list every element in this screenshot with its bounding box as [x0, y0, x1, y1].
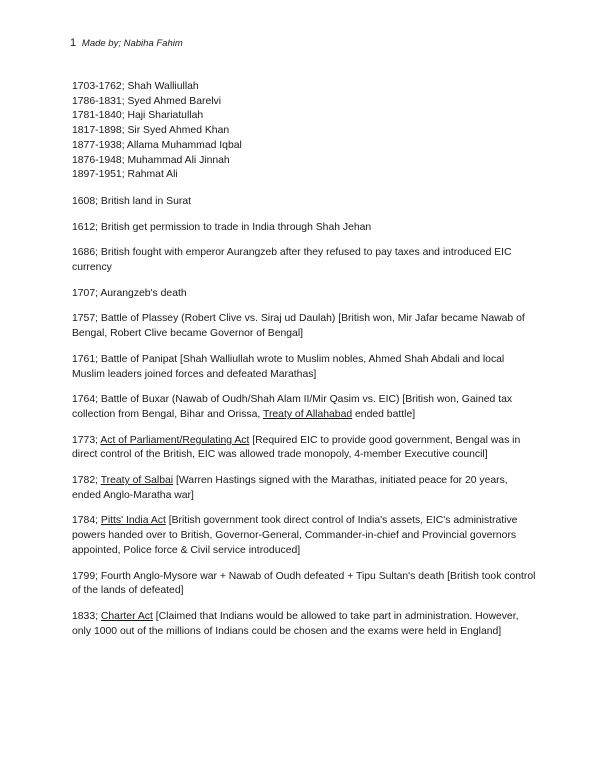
event-entry	[72, 610, 538, 639]
page-number: 1	[70, 37, 77, 49]
event-entry	[72, 393, 538, 422]
person-line: 1897-1951; Rahmat Ali	[72, 169, 178, 181]
document-body	[72, 80, 538, 650]
regulating-act-link[interactable]: Act of Parliament/Regulating Act	[100, 434, 250, 446]
event-text: 1799; Fourth Anglo-Mysore war + Nawab of Oudh defeated + Tipu Sultan's death [British took control of the lands of defeated]	[72, 570, 536, 597]
author-credit: Made by; Nabiha Fahim	[81, 38, 183, 49]
event-entry	[72, 312, 538, 341]
event-entry	[72, 195, 538, 210]
person-line: 1781-1840; Haji Shariatullah	[72, 110, 204, 122]
event-text: 1764; Battle of Buxar (Nawab of Oudh/Shah Alam II/Mir Qasim vs. EIC) [British won, Gained tax collection from Bengal, Bihar and Orissa,	[72, 394, 513, 420]
person-line: 1877-1938; Allama Muhammad Iqbal	[72, 139, 242, 151]
event-text: 1833;	[72, 610, 101, 622]
pitts-india-act-link[interactable]: Pitts' India Act	[100, 515, 166, 527]
event-text: 1782;	[72, 475, 101, 487]
event-entry	[72, 474, 538, 503]
person-line: 1786-1831; Syed Ahmed Barelvi	[72, 95, 222, 107]
person-line: 1817-1898; Sir Syed Ahmed Khan	[72, 125, 230, 137]
person-line: 1876-1948; Muhammad Ali Jinnah	[72, 154, 230, 166]
event-entry	[72, 353, 538, 382]
event-entry	[72, 221, 538, 236]
treaty-of-salbai-link[interactable]: Treaty of Salbai	[100, 475, 174, 487]
event-text: 1773;	[72, 434, 101, 446]
event-text-suffix: [British government took direct control of India's assets, EIC's administrative powers handed over to British, Governor-General, Commander-in-chief and Provincial governors appointed, Police force & Civil service introduced]	[72, 515, 518, 556]
event-text: 1707; Aurangzeb's death	[72, 287, 187, 299]
event-text: 1686; British fought with emperor Aurangzeb after they refused to pay taxes and introduced EIC currency	[72, 247, 512, 274]
event-entry	[72, 246, 538, 275]
event-entry	[72, 287, 538, 302]
event-text: 1608; British land in Surat	[72, 195, 191, 207]
event-text-suffix: [Required EIC to provide good government, Bengal was in direct control of the British, EIC was allowed trade monopoly, 4-member Executive council]	[72, 434, 521, 461]
event-text: 1761; Battle of Panipat [Shah Walliullah wrote to Muslim nobles, Ahmed Shah Abdali and local Muslim leaders joined forces and defeated Marathas]	[72, 353, 505, 380]
person-line: 1703-1762; Shah Walliullah	[72, 81, 199, 92]
page-header	[70, 37, 183, 50]
event-entry	[72, 514, 538, 558]
event-text-suffix: [Claimed that Indians would be allowed to take part in administration. However, only 1000 out of the millions of Indians could be chosen and the exams were held in England]	[72, 610, 519, 637]
event-text-suffix: [Warren Hastings signed with the Marathas, initiated peace for 20 years, ended Anglo-Maratha war]	[72, 475, 508, 501]
event-entry	[72, 570, 538, 599]
treaty-of-allahabad-link[interactable]: Treaty of Allahabad	[262, 408, 353, 420]
event-text: 1757; Battle of Plassey (Robert Clive vs. Siraj ud Daulah) [British won, Mir Jafar became Nawab of Bengal, Robert Clive became Governor of Bengal]	[72, 313, 525, 340]
people-list	[72, 80, 538, 183]
event-text: 1612; British get permission to trade in India through Shah Jehan	[72, 221, 372, 233]
event-text: 1784;	[72, 515, 101, 527]
event-text-suffix: ended battle]	[352, 408, 416, 420]
charter-act-link[interactable]: Charter Act	[100, 610, 153, 622]
event-entry	[72, 434, 538, 463]
